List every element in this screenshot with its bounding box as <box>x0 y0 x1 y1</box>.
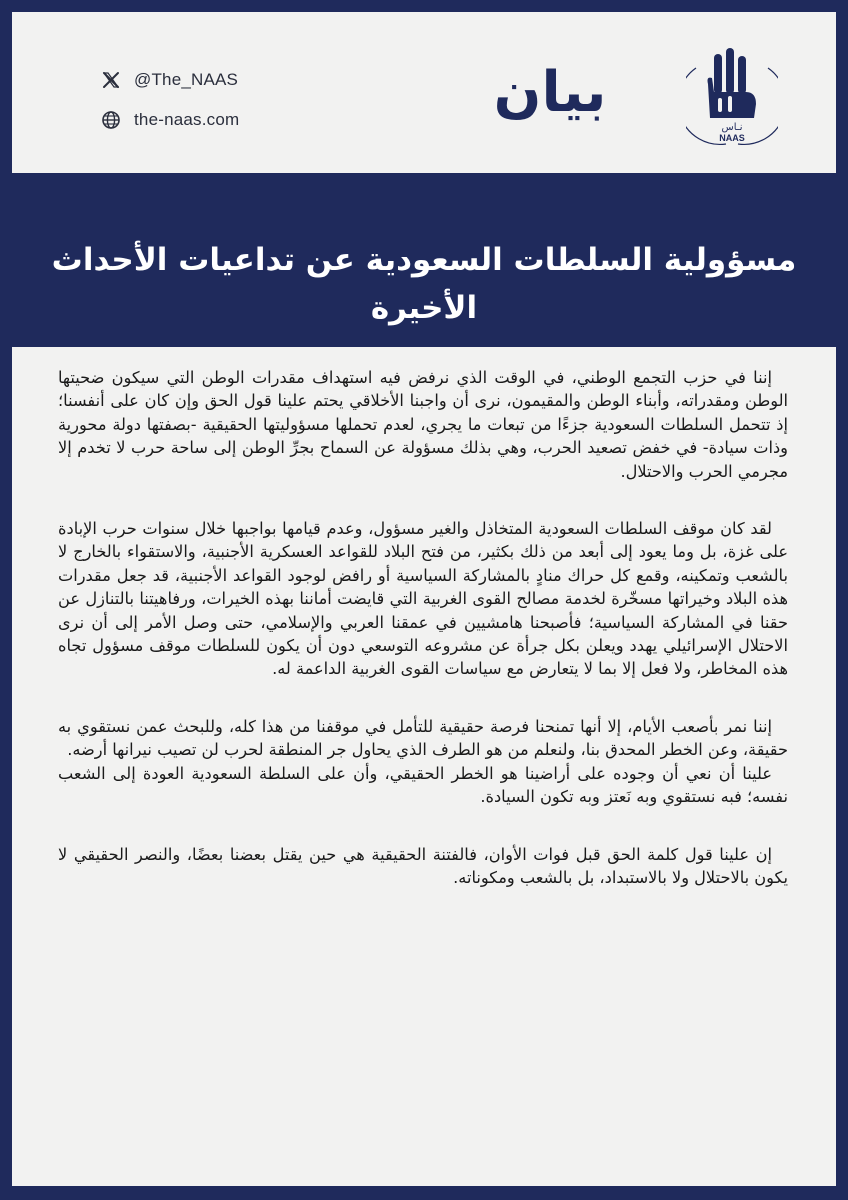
social-links <box>100 68 239 148</box>
globe-icon <box>100 109 122 131</box>
social-handle-row[interactable] <box>100 68 239 92</box>
statement-body <box>58 366 788 923</box>
statement-title: مسؤولية السلطات السعودية عن تداعيات الأحداث الأخيرة <box>51 242 797 326</box>
paragraph-4: علينا أن نعي أن وجوده على أراضينا هو الخطر الحقيقي، وأن على السلطة السعودية العودة إلى الشعب نفسه؛ فبه نستقوي وبه نَعتز وبه تكون السيادة. <box>58 763 788 807</box>
frame-bottom <box>0 1186 848 1200</box>
document-type-title: بيان <box>493 60 607 125</box>
paragraph-5: إن علينا قول كلمة الحق قبل فوات الأوان، فالفتنة الحقيقية هي حين يقتل بعضنا بعضًا، والنصر الحقيقي لا يكون بالاحتلال ولا بالاستبداد، بل بالشعب ومكوناته. <box>58 844 788 887</box>
party-logo <box>686 40 778 150</box>
paragraph-1: إننا في حزب التجمع الوطني، في الوقت الذي نرفض فيه استهداف مقدرات الوطن التي سيكون ضحيتها الوطن ومقدراته، وأبناء الوطن والمقيمون، نرى أن واجبنا الأخلاقي يحتم علينا قول الحق وإن كان على أنفسنا؛ إذ تتحمل السلطات السعودية جزءًا من تبعات ما يجري، لعدم تحملها مسؤوليتها الحقيقية -بصفتها دولة محورية وذات سيادة- في خفض تصعيد الحرب، وهي بذلك مسؤولة عن السماح بجرِّ الوطن إلى ساحة حرب لا تخدم إلا مجرمي الحرب والاحتلال. <box>58 368 788 481</box>
x-icon <box>100 69 122 91</box>
frame-top <box>0 0 848 12</box>
paragraph-2: لقد كان موقف السلطات السعودية المتخاذل والغير مسؤول، وعدم قيامها بواجبها خلال سنوات حرب الإبادة على غزة، بل وما يعود إلى أبعد من ذلك بكثير، من فتح البلاد للقواعد العسكرية الأجنبية، والاستقواء بالخارج لا بالشعب وتمكينه، وقمع كل حراك منادٍ بالمشاركة السياسية أو رافض لوجود القواعد الأجنبية، قد جعل مقدرات هذه البلاد وخيراتها مسخّرة لخدمة مصالح القوى الغربية التي قايضت أماننا بهذه الخيرات، ورفاهيتنا بالتنازل عن حقنا في المشاركة السياسية؛ فأصبحنا هامشيين في عمقنا العربي والإسلامي، حتى وصل الأمر إلى أن نرى الاحتلال الإسرائيلي يهدد ويعلن بكل جرأة عن مشروعه التوسعي دون أن يكون للسلطات موقف مسؤول تجاه هذه المخاطر، ولا فعل إلا بما لا يتعارض مع سياسات القوى الغربية الداعمة له. <box>58 519 788 679</box>
website-link[interactable]: the-naas.com <box>134 110 240 129</box>
social-handle[interactable]: @The_NAAS <box>134 70 239 89</box>
website-row[interactable] <box>100 108 239 132</box>
logo-arabic-name: نـاس <box>721 122 743 133</box>
paragraph-3: إننا نمر بأصعب الأيام، إلا أنها تمنحنا فرصة حقيقية للتأمل في موقفنا من هذا كله، وللبحث عمن نستقوي به حقيقة، وعن الخطر المحدق بنا، ولنعلم من هو الطرف الذي يحاول جر المنطقة لحرب لن تصيب نيرانها أرضه. <box>58 716 788 760</box>
logo-abbreviation: NAAS <box>719 133 745 143</box>
